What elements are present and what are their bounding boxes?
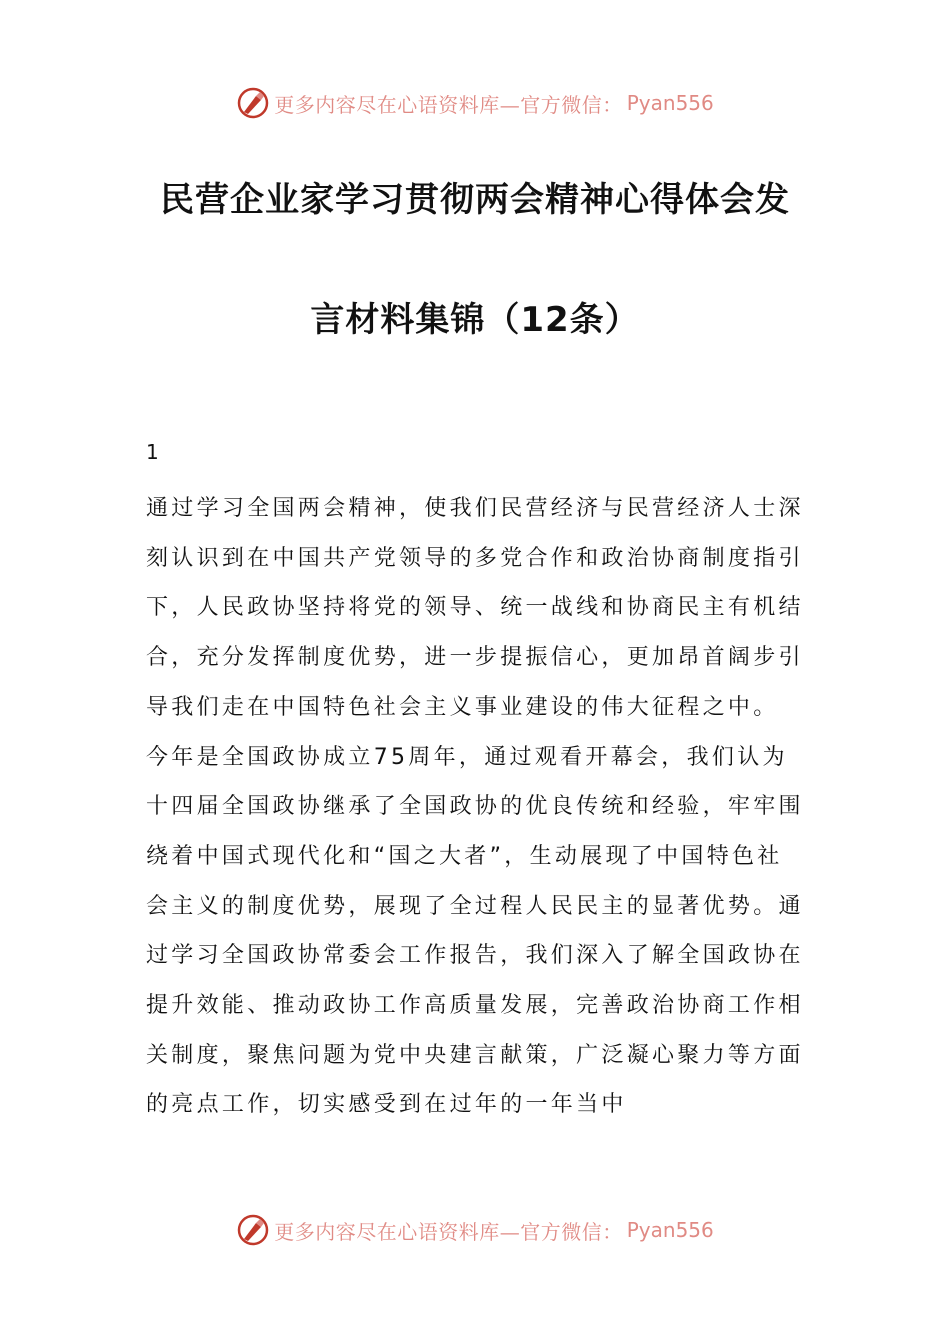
watermark-text: 更多内容尽在心语资料库—官方微信： — [274, 1219, 623, 1244]
watermark-header — [0, 83, 950, 123]
watermark-text: 更多内容尽在心语资料库—官方微信： — [274, 92, 623, 117]
watermark-footer — [0, 1210, 950, 1250]
body-paragraph: 今年是全国政协成立75周年，通过观看开幕会，我们认为十四届全国政协继承了全国政协的优良传统和经验，牢牢围绕着中国式现代化和“国之大者”，生动展现了中国特色社会主义的制度优势，展现了全过程人民民主的显著优势。通过学习全国政协常委会工作报告，我们深入了解全国政协在提升效能、推动政协工作高质量发展，完善政治协商工作相关制度，聚焦问题为党中央建言献策，广泛凝心聚力等方面的亮点工作，切实感受到在过年的一年当中 — [146, 744, 804, 1118]
pen-nib-circle-icon — [236, 1213, 270, 1247]
document-title-line-1: 民营企业家学习贯彻两会精神心得体会发 — [160, 180, 790, 220]
document-title-line-2: 言材料集锦（12条） — [310, 300, 640, 340]
body-paragraph: 通过学习全国两会精神，使我们民营经济与民营经济人士深刻认识到在中国共产党领导的多党合作和政治协商制度指引下，人民政协坚持将党的领导、统一战线和协商民主有机结合，充分发挥制度优势，进一步提振信心，更加昂首阔步引导我们走在中国特色社会主义事业建设的伟大征程之中。 — [146, 496, 804, 720]
watermark-wechat-id: Pyan556 — [626, 91, 714, 115]
watermark-wechat-id: Pyan556 — [626, 1218, 714, 1242]
section-body — [146, 484, 806, 1130]
pen-nib-circle-icon — [236, 86, 270, 120]
section-number: 1 — [146, 440, 159, 464]
